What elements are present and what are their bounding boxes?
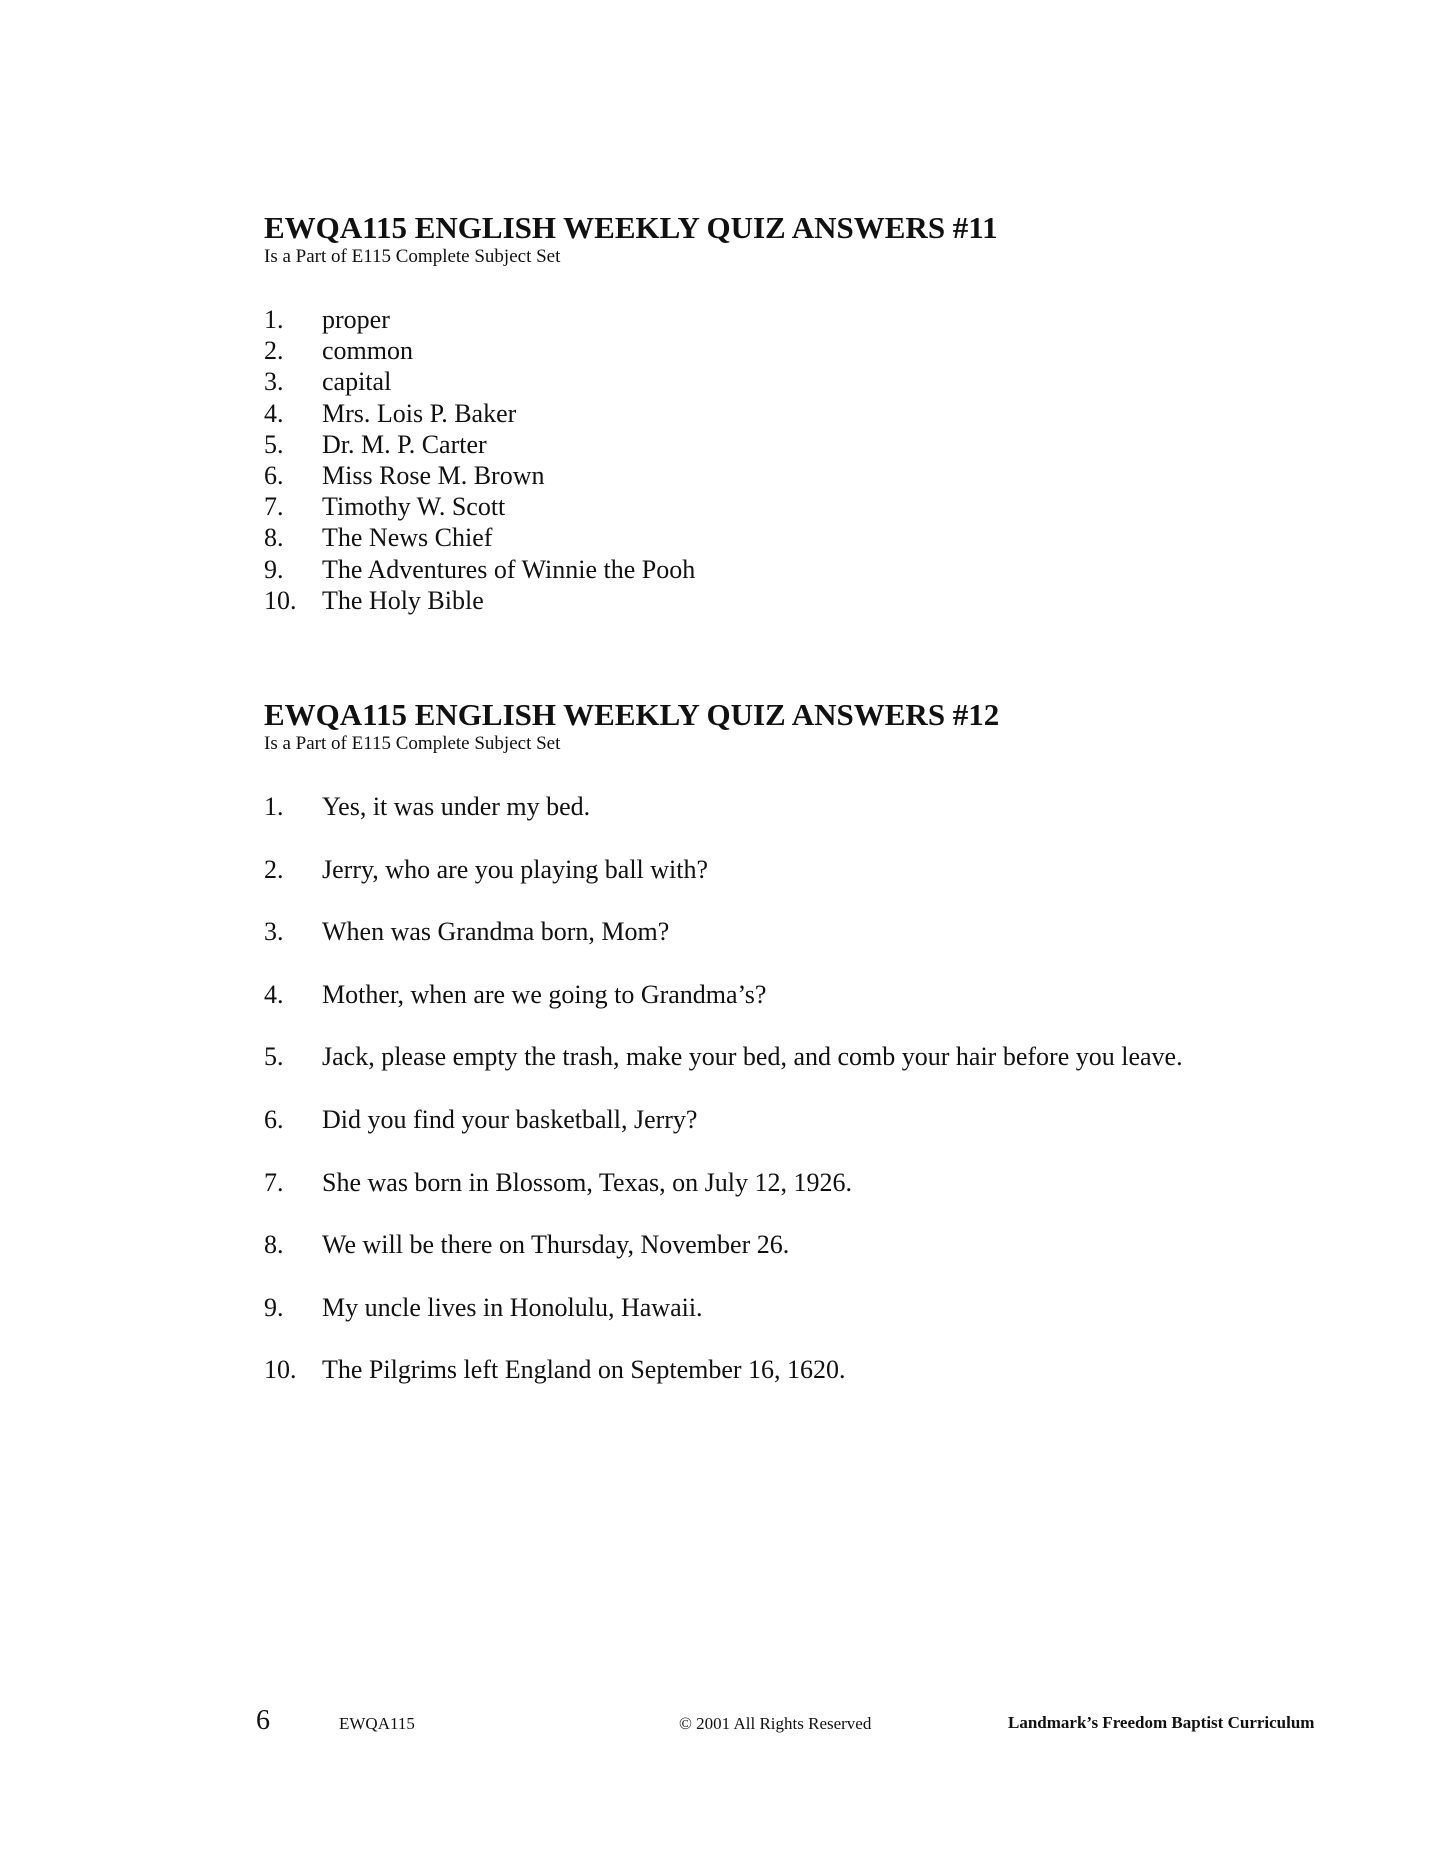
quiz-11-answer-3 <box>264 366 998 397</box>
page-footer <box>0 1705 1445 1735</box>
answer-number: 1. <box>264 792 284 821</box>
answer-text: Mrs. Lois P. Baker <box>322 398 517 428</box>
quiz-12-answer-4 <box>264 979 1183 1042</box>
answer-text: Did you find your basketball, Jerry? <box>322 1104 698 1134</box>
answer-number: 10. <box>264 585 297 615</box>
answer-number: 9. <box>264 1292 284 1322</box>
quiz-12-answer-2 <box>264 854 1183 917</box>
quiz-12-section <box>264 697 1183 1417</box>
answer-number: 8. <box>264 523 284 553</box>
quiz-12-answer-10 <box>264 1354 1183 1417</box>
quiz-11-answer-2 <box>264 335 998 366</box>
answer-number: 8. <box>264 1230 284 1260</box>
quiz-11-title: EWQA115 ENGLISH WEEKLY QUIZ ANSWERS #11 <box>264 210 998 245</box>
answer-text: Timothy W. Scott <box>322 492 506 522</box>
footer-copyright: © 2001 All Rights Reserved <box>679 1714 872 1733</box>
answer-number: 7. <box>264 1167 284 1197</box>
answer-text: When was Grandma born, Mom? <box>322 917 670 947</box>
answer-text: Mother, when are we going to Grandma’s? <box>322 979 767 1009</box>
answer-number: 2. <box>264 336 284 366</box>
quiz-12-title: EWQA115 ENGLISH WEEKLY QUIZ ANSWERS #12 <box>264 697 1000 732</box>
quiz-11-answer-7 <box>264 491 998 522</box>
quiz-12-answer-list <box>264 791 1183 1417</box>
page-number: 6 <box>256 1705 270 1736</box>
footer-code: EWQA115 <box>339 1714 415 1733</box>
quiz-12-answer-3 <box>264 916 1183 979</box>
quiz-11-answer-9 <box>264 554 998 585</box>
answer-number: 6. <box>264 1104 284 1134</box>
answer-number: 1. <box>264 305 284 334</box>
quiz-11-answer-1 <box>264 304 998 335</box>
answer-text: Jack, please empty the trash, make your bed, and comb your hair before you leave. <box>322 1042 1183 1072</box>
answer-number: 9. <box>264 554 284 584</box>
answer-text: Miss Rose M. Brown <box>322 460 545 490</box>
quiz-12-answer-8 <box>264 1229 1183 1292</box>
answer-number: 6. <box>264 460 284 490</box>
answer-text: common <box>322 336 413 366</box>
answer-number: 4. <box>264 979 284 1009</box>
answer-text: capital <box>322 367 392 397</box>
quiz-11-answer-8 <box>264 522 998 553</box>
answer-text: She was born in Blossom, Texas, on July 12, 1926. <box>322 1167 852 1197</box>
quiz-12-answer-5 <box>264 1041 1183 1104</box>
answer-text: The Holy Bible <box>322 585 484 615</box>
quiz-11-section <box>264 210 998 616</box>
quiz-11-answer-10 <box>264 585 998 616</box>
answer-text: My uncle lives in Honolulu, Hawaii. <box>322 1292 703 1322</box>
quiz-12-answer-1 <box>264 791 1183 854</box>
answer-text: Yes, it was under my bed. <box>322 792 591 821</box>
answer-number: 5. <box>264 429 284 459</box>
quiz-12-answer-6 <box>264 1104 1183 1167</box>
answer-text: Dr. M. P. Carter <box>322 429 487 459</box>
answer-text: We will be there on Thursday, November 26. <box>322 1230 790 1260</box>
answer-text: Jerry, who are you playing ball with? <box>322 854 709 884</box>
answer-number: 7. <box>264 492 284 522</box>
answer-number: 5. <box>264 1042 284 1072</box>
answer-number: 10. <box>264 1355 297 1385</box>
answer-text: The Pilgrims left England on September 16, 1620. <box>322 1355 846 1385</box>
quiz-12-answer-7 <box>264 1167 1183 1230</box>
footer-curriculum: Landmark’s Freedom Baptist Curriculum <box>1008 1713 1315 1732</box>
quiz-12-subtitle: Is a Part of E115 Complete Subject Set <box>264 733 561 754</box>
answer-number: 3. <box>264 917 284 947</box>
quiz-11-answer-6 <box>264 460 998 491</box>
quiz-11-answer-list <box>264 304 998 616</box>
quiz-11-answer-5 <box>264 429 998 460</box>
answer-number: 2. <box>264 854 284 884</box>
quiz-12-answer-9 <box>264 1292 1183 1355</box>
answer-number: 3. <box>264 367 284 397</box>
answer-number: 4. <box>264 398 284 428</box>
answer-text: The Adventures of Winnie the Pooh <box>322 554 696 584</box>
answer-text: proper <box>322 305 390 334</box>
quiz-11-subtitle: Is a Part of E115 Complete Subject Set <box>264 246 561 267</box>
answer-text: The News Chief <box>322 523 493 553</box>
quiz-11-answer-4 <box>264 398 998 429</box>
